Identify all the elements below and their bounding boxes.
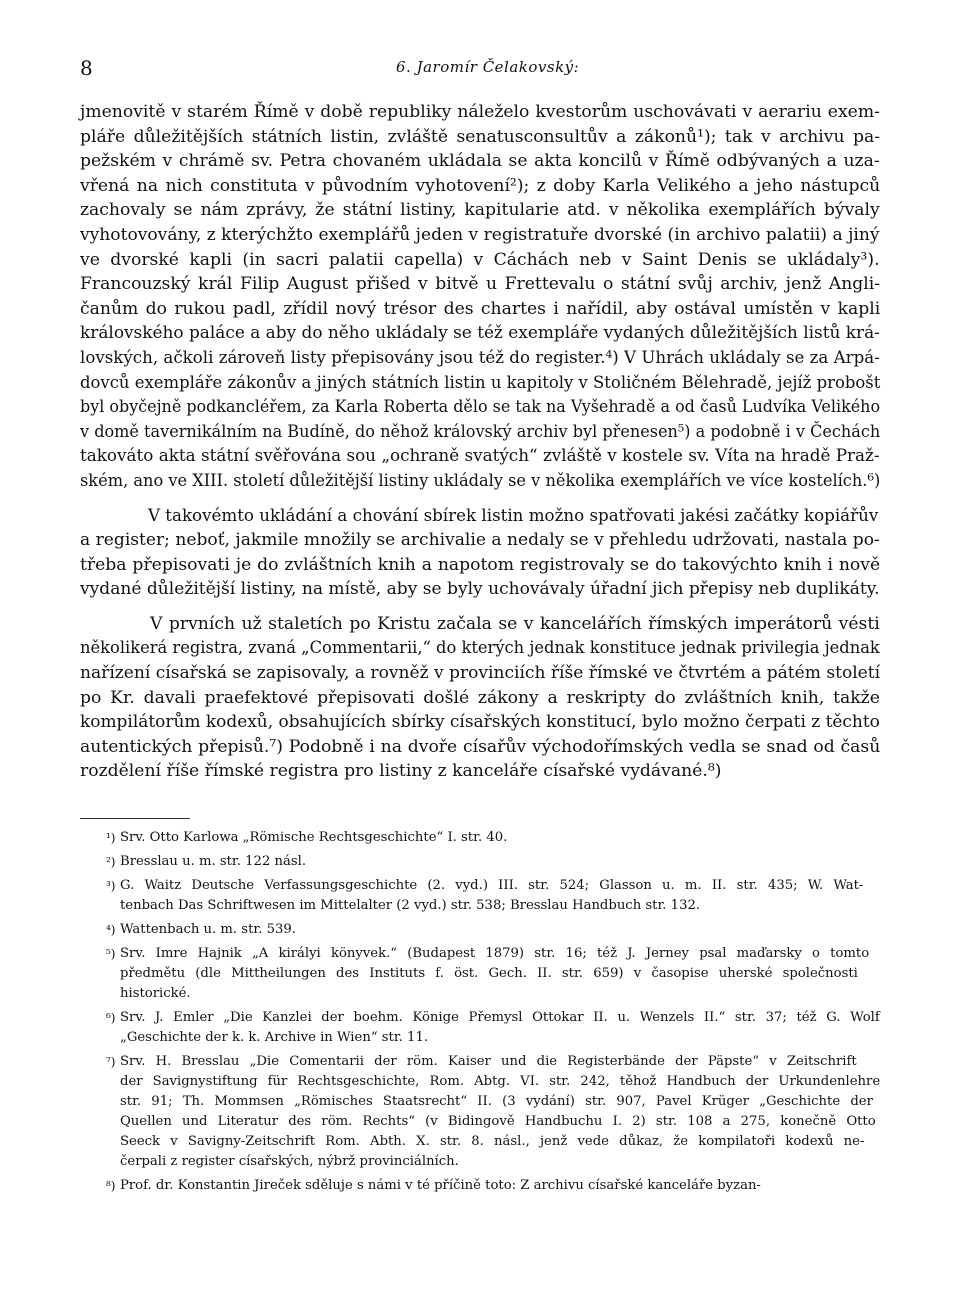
- footnote-marker: ⁷): [106, 1055, 116, 1069]
- footnote-line: Bresslau u. m. str. 122 násl.: [120, 854, 307, 869]
- paragraph-3: [80, 612, 880, 784]
- footnote-line: Srv. Imre Hajnik „A királyi könyvek.“ (Budapest 1879) str. 16; též J. Jerney psal maďarsky o tomto: [120, 946, 870, 961]
- text-line: a register; neboť, jakmile množily se archivalie a nedaly se v přehledu udržovati, nastala po-: [80, 530, 880, 551]
- footnote-6: [106, 1008, 880, 1048]
- footnote-line: Srv. H. Bresslau „Die Comentarii der röm. Kaiser und die Registerbände der Päpste“ v Zeitschrift: [120, 1054, 857, 1069]
- footnote-5: [106, 944, 880, 1004]
- text-line: v domě tavernikálním na Budíně, do něhož královský archiv byl přenesen⁵) a podobně i v Čechách: [80, 421, 881, 442]
- text-line: pláře důležitějších státních listin, zvláště senatusconsultův a zákonů¹); tak v archivu pa-: [80, 126, 881, 147]
- text-line: dovců exempláře zákonův a jiných státních listin u kapitoly v Stoličném Bělehradě, jejíž probošt: [80, 372, 881, 393]
- page-number: 8: [80, 56, 93, 80]
- footnote-divider: [80, 818, 190, 819]
- text-line: jmenovitě v starém Římě v době republiky náleželo kvestorům uschovávati v aerariu exem-: [80, 102, 880, 122]
- text-line: ském, ano ve XIII. století důležitější listiny ukládaly se v několika exemplářích ve více kostelích.⁶): [80, 470, 881, 491]
- footnote-7: [106, 1052, 881, 1172]
- footnote-marker: ³): [106, 879, 116, 893]
- footnote-marker: ²): [106, 855, 116, 869]
- text-line: vydané důležitější listiny, na místě, aby se byly uchovávaly úřadní jich přepisy neb duplikáty.: [80, 579, 880, 600]
- text-line: kompilátorům kodexů, obsahujících sbírky císařských konstitucí, bylo možno čerpati z těchto: [80, 712, 880, 733]
- footnote-line: čerpali z register císařských, nýbrž provinciálních.: [120, 1154, 459, 1169]
- text-line: pežském v chrámě sv. Petra chovaném ukládala se akta koncilů v Římě odbývaných a uza-: [80, 151, 880, 172]
- footnote-4: [106, 920, 880, 940]
- text-line: čanům do rukou padl, zřídil nový trésor des chartes i nařídil, aby ostával umístěn v kapli: [80, 298, 881, 319]
- footnote-line: Srv. Otto Karlowa „Römische Rechtsgeschichte“ I. str. 40.: [120, 830, 508, 845]
- page-header: [80, 56, 882, 86]
- text-line: zachovaly se nám zprávy, že státní listiny, kapitularie atd. v několika exemplářích bývaly: [80, 200, 880, 221]
- text-line: V takovémto ukládání a chování sbírek listin možno spatřovati jakési začátky kopiářův: [147, 505, 879, 526]
- text-line: V prvních už staletích po Kristu začala se v kancelářích římských imperátorů vésti: [150, 613, 880, 634]
- footnote-marker: ⁸): [106, 1179, 116, 1193]
- footnote-line: předmětu (dle Mittheilungen des Instituts f. öst. Gech. II. str. 659) v časopise uherské společnosti: [120, 966, 858, 981]
- footnote-8: [106, 1176, 880, 1196]
- text-line: nařízení císařská se zapisovaly, a rovněž v provinciích říše římské ve čtvrtém a pátém století: [80, 663, 881, 684]
- footnote-line: historické.: [120, 986, 191, 1001]
- footnote-line: Srv. J. Emler „Die Kanzlei der boehm. Könige Přemysl Ottokar II. u. Wenzels II.“ str. 37; též G. Wolf: [120, 1010, 880, 1025]
- footnote-line: tenbach Das Schriftwesen im Mittelalter (2 vyd.) str. 538; Bresslau Handbuch str. 132.: [120, 898, 701, 913]
- text-line: třeba přepisovati je do zvláštních knih a napotom registrovaly se do takovýchto knih i nově: [80, 554, 881, 575]
- running-head: 6. Jaromír Čelakovský:: [396, 58, 580, 76]
- footnotes: [106, 828, 881, 1200]
- text-line: lovských, ačkoli zároveň listy přepisovány jsou též do register.⁴) V Uhrách ukládaly se za Arpá-: [80, 347, 880, 368]
- footnote-line: G. Waitz Deutsche Verfassungsgeschichte (2. vyd.) III. str. 524; Glasson u. m. II. str. 435; W. Wat-: [120, 878, 864, 893]
- footnote-1: [106, 828, 880, 848]
- footnote-line: Prof. dr. Konstantin Jireček sděluje s námi v té příčině toto: Z archivu císařské kanceláře byzan-: [120, 1178, 761, 1193]
- text-line: ve dvorské kapli (in sacri palatii capella) v Cáchách neb v Saint Denis se ukládaly³).: [80, 249, 880, 270]
- footnote-line: Seeck v Savigny-Zeitschrift Rom. Abth. X. str. 8. násl., jenž vede důkaz, že kompilatoři kodexů ne-: [120, 1134, 865, 1149]
- footnote-line: Wattenbach u. m. str. 539.: [120, 922, 296, 937]
- paragraph-1: [80, 100, 880, 494]
- footnote-3: [106, 876, 880, 916]
- text-line: vyhotovovány, z kterýchžto exemplářů jeden v registratuře dvorské (in archivo palatii) a jiný: [80, 224, 880, 245]
- footnote-line: Quellen und Literatur des röm. Rechts“ (v Bidingově Handbuchu I. 2) str. 108 a 275, konečně Otto: [120, 1114, 876, 1129]
- text-line: takováto akta státní svěřována sou „ochraně svatých“ zvláště v kostele sv. Víta na hradě Praž-: [80, 446, 880, 467]
- text-line: autentických přepisů.⁷) Podobně i na dvoře císařův východořímských vedla se snad od časů: [80, 736, 881, 757]
- footnote-line: der Savignystiftung für Rechtsgeschichte, Rom. Abtg. VI. str. 242, těhož Handbuch der Urkundenlehre: [120, 1074, 881, 1089]
- footnote-marker: ⁶): [106, 1011, 116, 1025]
- footnote-line: str. 91; Th. Mommsen „Römisches Staatsrecht“ II. (3 vydání) str. 907, Pavel Krüger „Geschichte der: [120, 1094, 873, 1109]
- footnote-line: „Geschichte der k. k. Archive in Wien“ str. 11.: [120, 1030, 429, 1045]
- footnote-marker: ⁵): [106, 947, 116, 961]
- text-line: královského paláce a aby do něho ukládaly se též exempláře vydaných důležitějších listů krá-: [80, 323, 880, 344]
- footnote-marker: ⁴): [106, 923, 116, 937]
- footnote-marker: ¹): [106, 831, 116, 845]
- text-line: rozdělení říše římské registra pro listiny z kanceláře císařské vydávané.⁸): [80, 761, 722, 782]
- text-line: Francouzský král Filip August přišed v bitvě u Frettevalu o státní svůj archiv, jenž Angli-: [80, 274, 881, 295]
- text-line: byl obyčejně podkancléřem, za Karla Roberta dělo se tak na Vyšehradě a od časů Ludvíka Velikého: [80, 397, 881, 418]
- paragraph-2: [80, 504, 880, 602]
- text-line: po Kr. davali praefektové přepisovati došlé zákony a reskripty do zvláštních knih, takže: [80, 687, 880, 708]
- text-line: vřená na nich constituta v původním vyhotovení²); z doby Karla Velikého a jeho nástupců: [80, 175, 881, 196]
- footnote-2: [106, 852, 880, 872]
- body-text: [80, 100, 880, 794]
- text-line: několikerá registra, zvaná „Commentarii,“ do kterých jednak konstituce jednak privilegia jednak: [80, 638, 880, 659]
